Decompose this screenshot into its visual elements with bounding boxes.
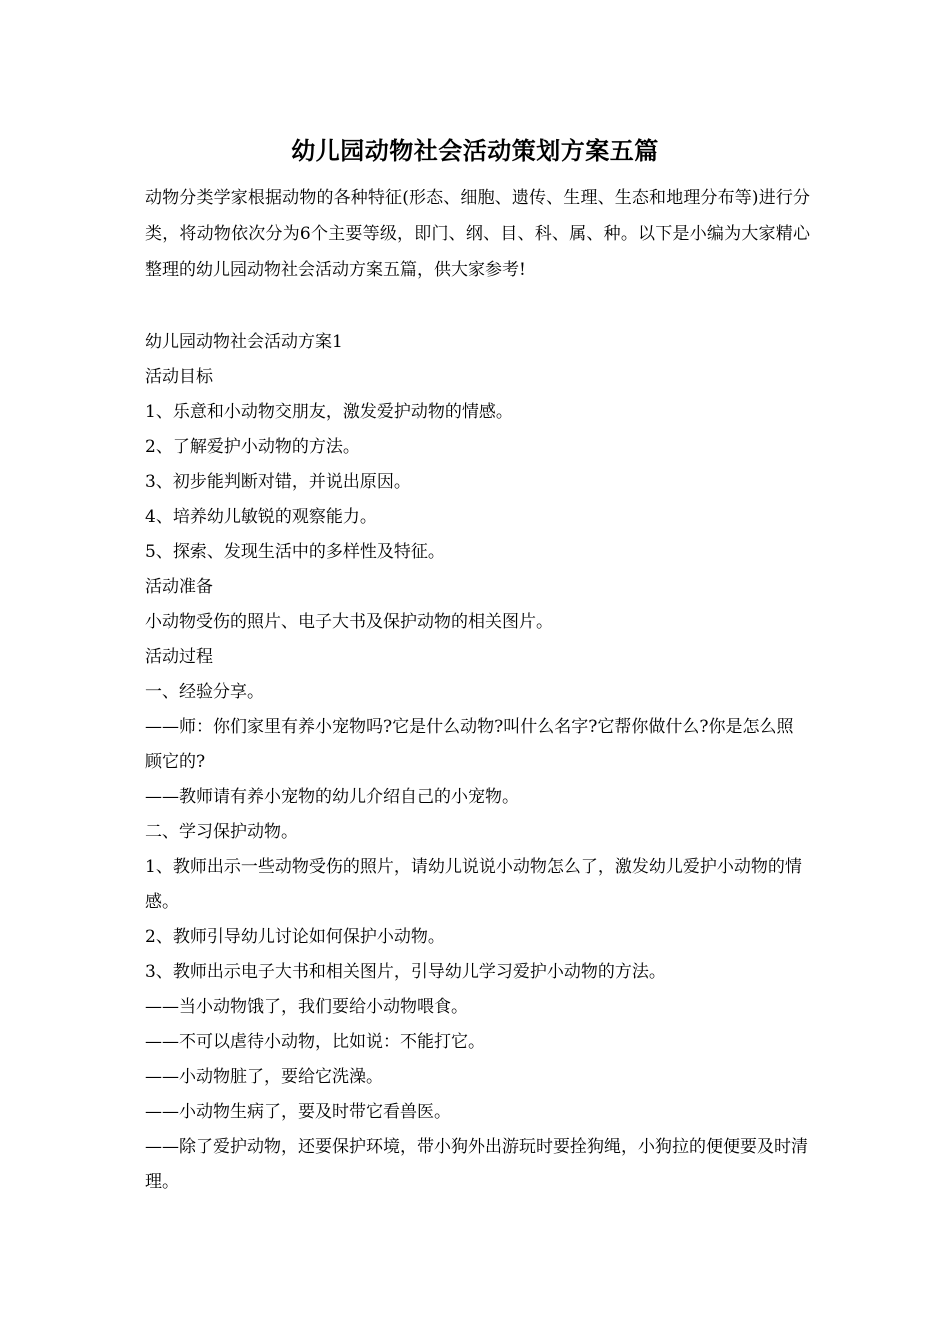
step-line: 3、教师出示电子大书和相关图片，引导幼儿学习爱护小动物的方法。 [145, 962, 666, 982]
step-line: ——师：你们家里有养小宠物吗?它是什么动物?叫什么名字?它帮你做什么?你是怎么照顾它的? [145, 717, 794, 772]
step-line: ——小动物生病了，要及时带它看兽医。 [145, 1102, 451, 1122]
process-heading: 活动过程 [145, 647, 213, 667]
step-line: ——不可以虐待小动物，比如说：不能打它。 [145, 1032, 485, 1052]
intro-paragraph: 动物分类学家根据动物的各种特征(形态、细胞、遗传、生理、生态和地理分布等)进行分类，将动物依次分为6个主要等级，即门、纲、目、科、属、种。以下是小编为大家精心整理的幼儿园动物社会活动方案五篇，供大家参考! [145, 188, 810, 280]
goals-heading: 活动目标 [145, 367, 213, 387]
step-line: 2、教师引导幼儿讨论如何保护小动物。 [145, 927, 445, 947]
section-heading: 幼儿园动物社会活动方案1 [145, 332, 343, 352]
step-line: ——教师请有养小宠物的幼儿介绍自己的小宠物。 [145, 787, 519, 807]
goal-item: 1、乐意和小动物交朋友，激发爱护动物的情感。 [145, 402, 513, 422]
document-body [145, 180, 810, 1200]
goal-item: 4、培养幼儿敏锐的观察能力。 [145, 507, 377, 527]
step-line: ——当小动物饿了，我们要给小动物喂食。 [145, 997, 468, 1017]
document-title: 幼儿园动物社会活动策划方案五篇 [291, 136, 659, 165]
goal-item: 2、了解爱护小动物的方法。 [145, 437, 360, 457]
step-heading: 二、学习保护动物。 [145, 822, 298, 842]
prep-text: 小动物受伤的照片、电子大书及保护动物的相关图片。 [145, 612, 553, 632]
step-line: ——除了爱护动物，还要保护环境，带小狗外出游玩时要拴狗绳，小狗拉的便便要及时清理。 [145, 1137, 808, 1192]
prep-heading: 活动准备 [145, 577, 213, 597]
paragraph-spacer [145, 288, 810, 325]
goal-item: 3、初步能判断对错，并说出原因。 [145, 472, 411, 492]
goal-item: 5、探索、发现生活中的多样性及特征。 [145, 542, 445, 562]
step-line: 1、教师出示一些动物受伤的照片，请幼儿说说小动物怎么了，激发幼儿爱护小动物的情感。 [145, 857, 802, 912]
step-line: ——小动物脏了，要给它洗澡。 [145, 1067, 383, 1087]
step-heading: 一、经验分享。 [145, 682, 264, 702]
